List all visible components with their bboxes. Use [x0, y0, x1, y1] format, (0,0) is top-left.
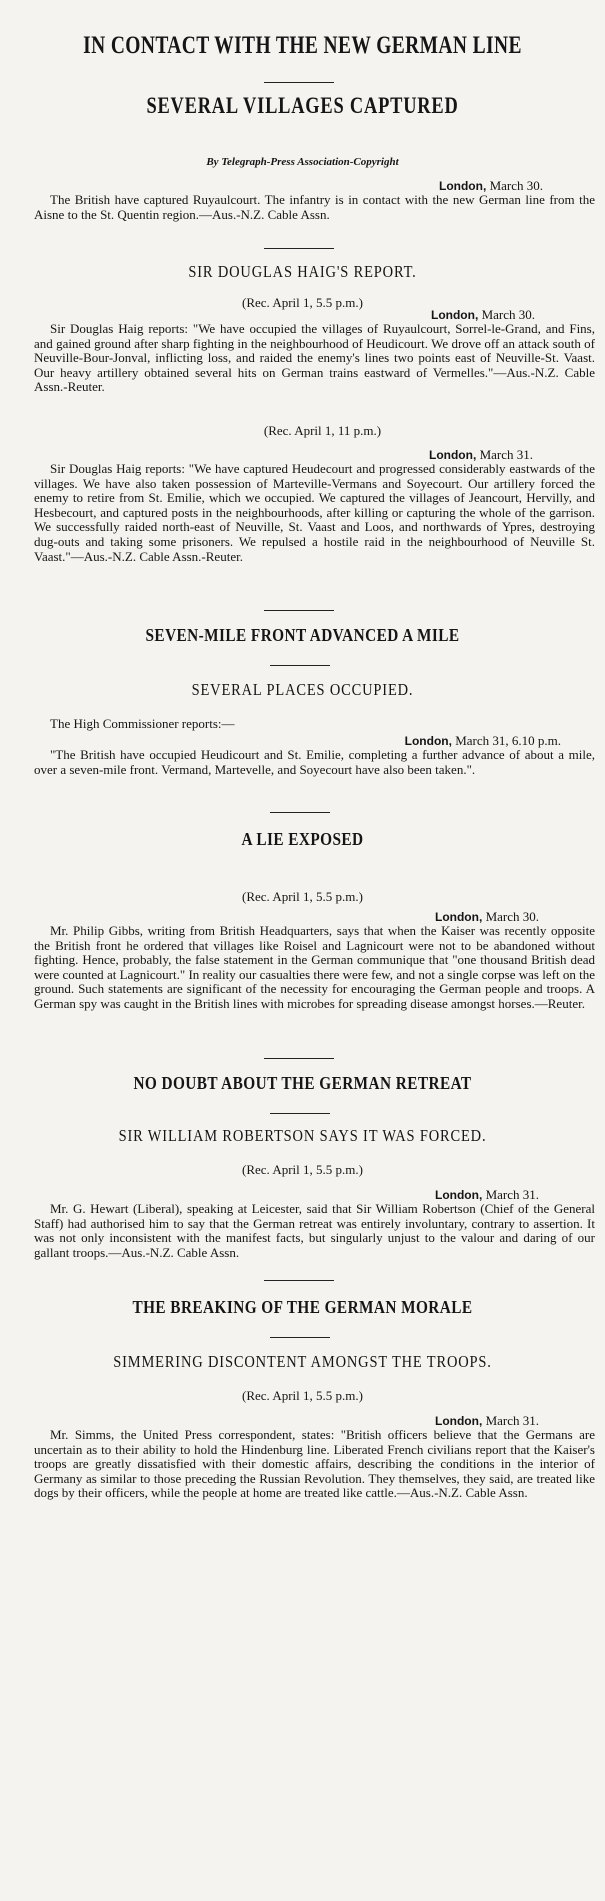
- article-paragraph: The British have captured Ruyaulcourt. The infantry is in contact with the new German line from the Aisne to the St. Quentin region.—Aus.-N.Z. Cable Assn.: [34, 192, 595, 222]
- received-time: (Rec. April 1, 5.5 p.m.): [242, 1388, 363, 1403]
- section-headline: A LIE EXPOSED: [241, 829, 364, 849]
- divider: [264, 82, 334, 83]
- section-subheadline: SIMMERING DISCONTENT AMONGST THE TROOPS.: [113, 1352, 492, 1371]
- received-time: (Rec. April 1, 11 p.m.): [263, 423, 382, 438]
- divider: [270, 1337, 330, 1338]
- main-headline: IN CONTACT WITH THE NEW GERMAN LINE: [83, 32, 522, 59]
- dateline: London, March 30.: [434, 909, 539, 924]
- article-paragraph: Sir Douglas Haig reports: "We have captured Heudecourt and progressed considerably eastwards of the villages. We have also taken possession of Marteville-Vermans and Soyecourt. Our artillery forced the enemy to retire from St. Emilie, which we occupied. We captured the villages of Jeancourt, Hervilly, and Hesbecourt, and captured posts in the neighbourhoods, after killing or capturing the whole of the garrison. We successfully raided north-east of Neuville, St. Vaast and Loos, and northwards of Ypres, destroying dug-outs and taking some prisoners. We repulsed a hostile raid in the neighbourhood of Neuville St. Vaast."—Aus.-N.Z. Cable Assn.-Reuter.: [34, 461, 595, 564]
- divider: [270, 1113, 330, 1114]
- received-time: (Rec. April 1, 5.5 p.m.): [242, 295, 363, 310]
- section-subheadline: SEVERAL PLACES OCCUPIED.: [191, 680, 414, 699]
- dateline: London, March 31.: [428, 447, 533, 462]
- received-time: (Rec. April 1, 5.5 p.m.): [242, 889, 363, 904]
- article-paragraph: Sir Douglas Haig reports: "We have occupied the villages of Ruyaulcourt, Sorrel-le-Grand, and Fins, and gained ground after sharp fighting in the neighbourhood of Heudicourt. We drove off an attack south of Neuville-Bour-Jonval, inflicting loss, and raided the enemy's lines two points east of Neuville-St. Vaast. Our heavy artillery obtained several hits on German trains eastward of Vermelles."—Aus.-N.Z. Cable Assn.-Reuter.: [34, 321, 595, 395]
- divider: [270, 812, 330, 813]
- divider: [270, 665, 330, 666]
- dateline: London, March 31, 6.10 p.m.: [404, 733, 561, 748]
- dateline: London, March 30.: [438, 178, 543, 193]
- section-headline: SIR DOUGLAS HAIG'S REPORT.: [188, 262, 417, 281]
- divider: [264, 1058, 334, 1059]
- section-headline: NO DOUBT ABOUT THE GERMAN RETREAT: [133, 1073, 472, 1093]
- main-subheadline: SEVERAL VILLAGES CAPTURED: [146, 93, 459, 118]
- article-paragraph: Mr. Simms, the United Press correspondent, states: "British officers believe that the Germans are uncertain as to their ability to hold the Hindenburg line. Liberated French civilians report that the Kaiser's troops are greatly dissatisfied with their domestic affairs, describing the conditions in the interior of Germany as similar to those preceding the Russian Revolution. They themselves, they said, are treated like dogs by their officers, while the people at home are treated like cattle.—Aus.-N.Z. Cable Assn.: [34, 1427, 595, 1501]
- article-paragraph: "The British have occupied Heudicourt and St. Emilie, completing a further advance of about a mile, over a seven-mile front. Vermand, Martevelle, and Soyecourt have also been taken.".: [34, 747, 595, 777]
- article-paragraph: Mr. G. Hewart (Liberal), speaking at Leicester, said that Sir William Robertson (Chief of the General Staff) had authorised him to say that the German retreat was entirely involuntary, contrary to assertion. It was not only inconsistent with the manifest facts, but singularly unjust to the valour and daring of our gallant troops.—Aus.-N.Z. Cable Assn.: [34, 1201, 595, 1260]
- divider: [264, 248, 334, 249]
- article-paragraph: Mr. Philip Gibbs, writing from British Headquarters, says that when the Kaiser was recently opposite the British front he ordered that villages like Roisel and Lagnicourt were not to be abandoned without fighting. Hence, probably, the false statement in the German communique that "one thousand British dead were counted at Lagnicourt." In reality our casualties there were few, and not a single corpse was left on the ground. Such statements are significant of the necessity for encouraging the German people and troops. A German spy was caught in the British lines with microbes for spreading disease amongst horses.—Reuter.: [34, 923, 595, 1011]
- dateline: London, March 31.: [434, 1187, 539, 1202]
- section-headline: THE BREAKING OF THE GERMAN MORALE: [132, 1297, 473, 1317]
- dateline: London, March 31.: [434, 1413, 539, 1428]
- divider: [264, 610, 334, 611]
- article-intro: The High Commissioner reports:—: [50, 716, 235, 731]
- section-headline: SEVEN-MILE FRONT ADVANCED A MILE: [145, 625, 460, 645]
- received-time: (Rec. April 1, 5.5 p.m.): [242, 1162, 363, 1177]
- divider: [264, 1280, 334, 1281]
- credit-line: By Telegraph-Press Association-Copyright: [206, 156, 399, 168]
- dateline: London, March 30.: [430, 307, 535, 322]
- section-subheadline: SIR WILLIAM ROBERTSON SAYS IT WAS FORCED.: [118, 1126, 487, 1145]
